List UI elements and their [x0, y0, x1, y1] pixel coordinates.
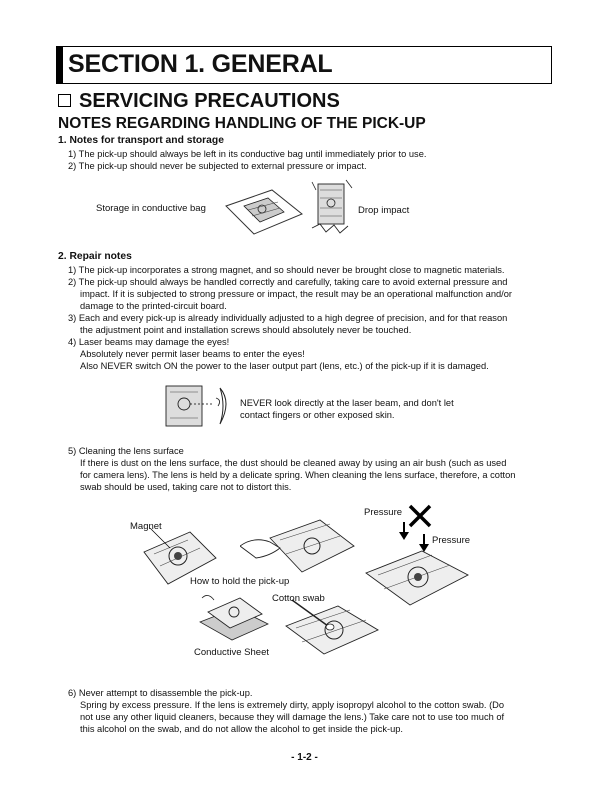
repair-line-2: 2) The pick-up should always be handled correctly and carefully, taking care to avoid external pressure and [68, 277, 508, 287]
repair-line-9: Also NEVER switch ON the power to the laser output part (lens, etc.) of the pick-up if it is damaged. [80, 361, 489, 371]
disassemble-line-3: not use any other liquid cleaners, because they will damage the lens.) Take care not to use too much of [80, 712, 505, 722]
part2-title: 2. Repair notes [58, 251, 132, 262]
part1-item-1: 1) The pick-up should always be left in its conductive bag until immediately prior to use. [68, 149, 427, 159]
repair-line-7: 4) Laser beams may damage the eyes! [68, 337, 230, 347]
section-title: SECTION 1. GENERAL [68, 50, 333, 78]
repair-line-6: the adjustment point and installation screws should absolutely never be touched. [80, 325, 412, 335]
part1-title: 1. Notes for transport and storage [58, 135, 224, 146]
pickup-subheading: NOTES REGARDING HANDLING OF THE PICK-UP [58, 115, 426, 132]
repair-line-3: impact. If it is subjected to strong pressure or impact, the result may be an operational malfunction and/or [80, 289, 513, 299]
disassemble-line-2: Spring by excess pressure. If the lens is extremely dirty, apply isopropyl alcohol to the cotton swab. (Do [80, 700, 505, 710]
storage-bag-illustration [222, 188, 304, 236]
drop-impact-illustration [310, 178, 354, 236]
repair-line-8: Absolutely never permit laser beams to enter the eyes! [80, 349, 305, 359]
cleaning-line-4: swab should be used, taking care not to distort this. [80, 482, 292, 492]
storage-caption: Storage in conductive bag [96, 203, 206, 214]
pressure-label-1: Pressure [364, 507, 403, 518]
checkbox-icon [58, 94, 71, 107]
cleaning-line-2: If there is dust on the lens surface, the dust should be cleaned away by using an air bush (such as used [80, 458, 507, 468]
cotton-swab-label: Cotton swab [272, 593, 325, 604]
conductive-sheet-illustration [196, 590, 272, 642]
disassemble-line-1: 6) Never attempt to disassemble the pick-up. [68, 688, 253, 698]
hold-label: How to hold the pick-up [190, 576, 290, 587]
repair-line-1: 1) The pick-up incorporates a strong magnet, and so should never be brought close to magnetic materials. [68, 265, 505, 275]
magnet-label: Magnet [130, 521, 162, 532]
laser-note-2: contact fingers or other exposed skin. [240, 410, 395, 420]
laser-note-1: NEVER look directly at the laser beam, and don't let [240, 398, 454, 408]
repair-line-5: 3) Each and every pick-up is already individually adjusted to a high degree of precision, and for that reason [68, 313, 508, 323]
conductive-sheet-label: Conductive Sheet [194, 647, 269, 658]
part1-item-2: 2) The pick-up should never be subjected to external pressure or impact. [68, 161, 367, 171]
pressure-label-2: Pressure [432, 535, 471, 546]
hand-pickup-illustration [240, 512, 360, 578]
cotton-swab-illustration [272, 596, 382, 658]
page-number: - 1-2 - [291, 752, 318, 763]
drop-caption: Drop impact [358, 205, 410, 216]
cleaning-line-1: 5) Cleaning the lens surface [68, 446, 184, 456]
cleaning-line-3: for camera lens). The lens is held by a delicate spring. When cleaning the lens surface, therefore, a cotton [80, 470, 516, 480]
laser-warning-illustration [160, 380, 236, 432]
servicing-heading [58, 90, 340, 113]
repair-line-4: damage to the printed-circuit board. [80, 301, 227, 311]
disassemble-line-4: this alcohol on the swab, and do not allow the alcohol to get inside the pick-up. [80, 724, 404, 734]
servicing-heading-text: SERVICING PRECAUTIONS [79, 90, 340, 112]
